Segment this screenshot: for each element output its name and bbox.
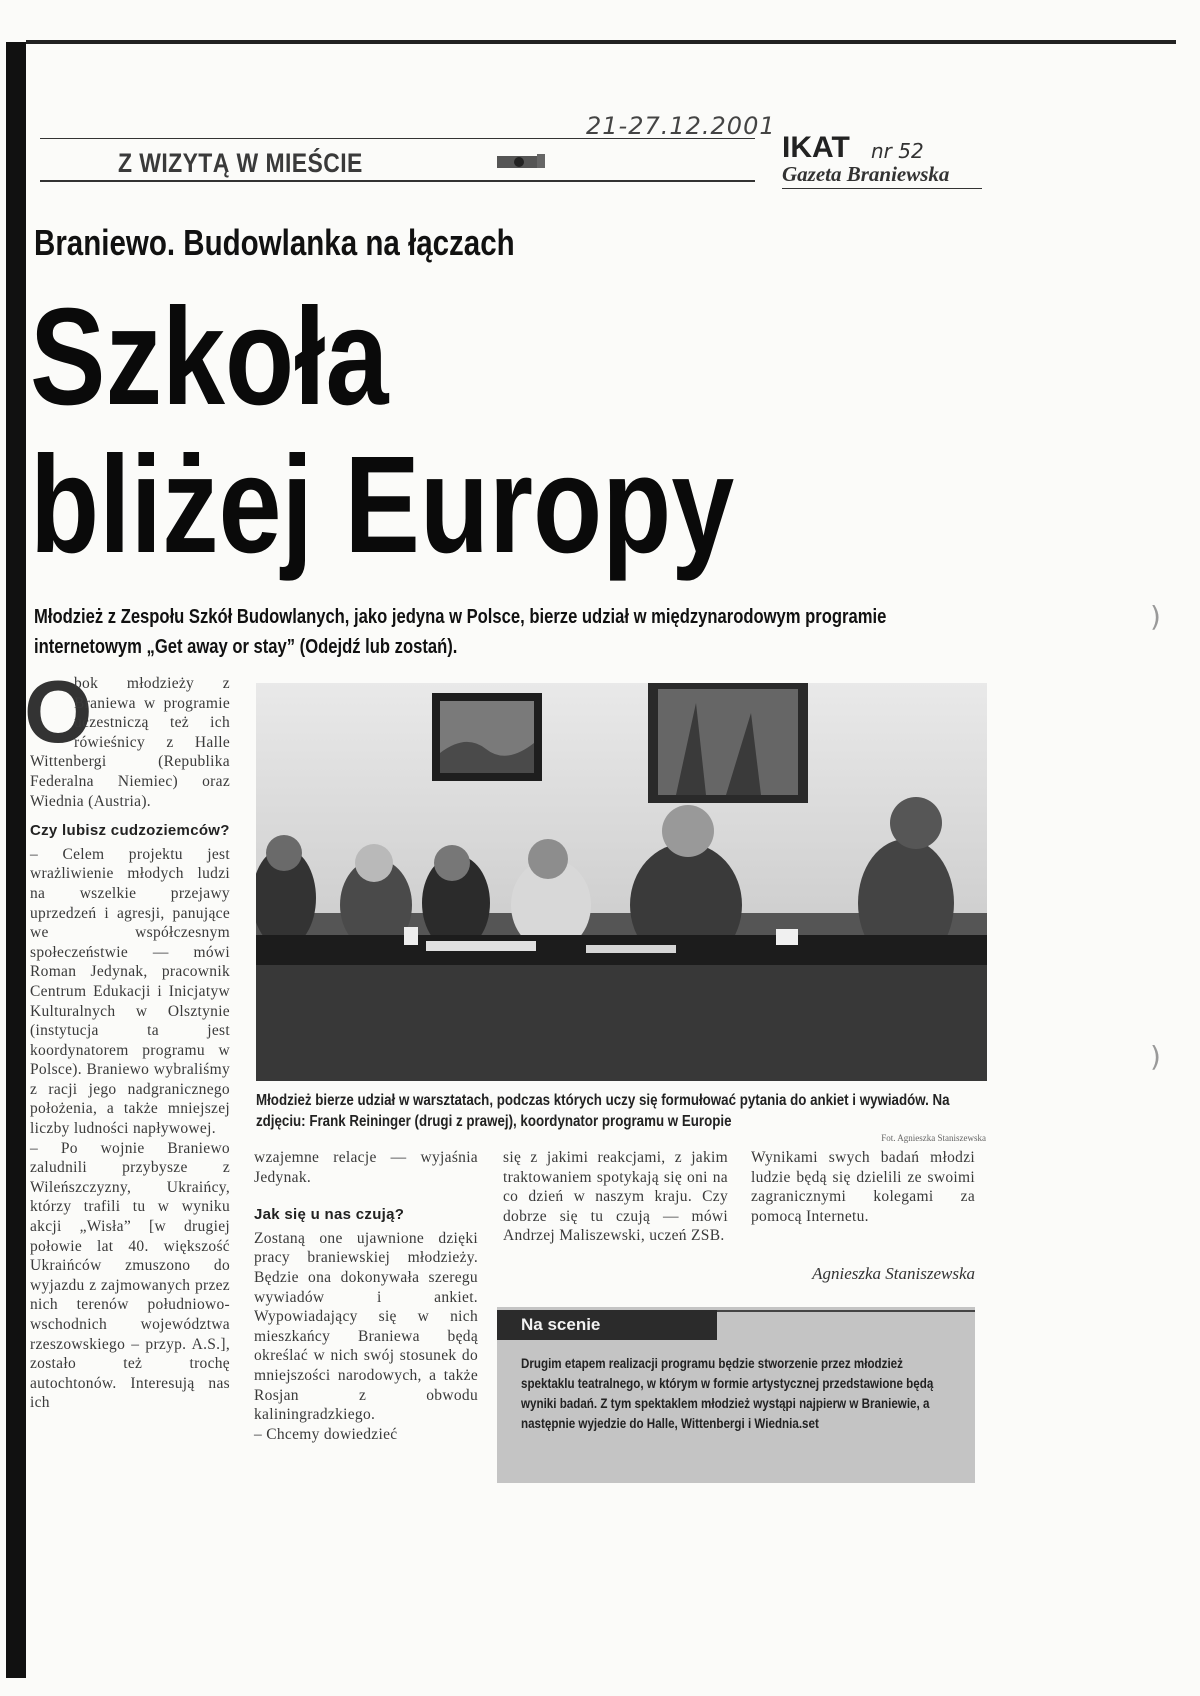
gazette-rule	[782, 188, 982, 189]
article-photo	[256, 683, 987, 1081]
photo-credit: Fot. Agnieszka Staniszewska	[881, 1133, 986, 1143]
article-lead: Młodzież z Zespołu Szkół Budowlanych, jako jedyna w Polsce, bierze udział w międzynarodowym programie internetowym „Get away or stay” (Odejdź lub zostań).	[34, 606, 887, 658]
header-bottom-rule	[40, 180, 755, 182]
camera-icon	[495, 152, 547, 170]
subhead-how-they-feel: Jak się u nas czują?	[254, 1206, 405, 1224]
info-box-text: Drugim etapem realizacji programu będzie stworzenie przez młodzież spektaklu teatralnego, w którym w formie artystycznej przedstawione będą wyniki badań. Z tym spektaklem młodzież wystąpi najpierw w Braniewie, a następnie wyjedzie do Halle, Wittenbergi i Wiednia.set	[521, 1356, 934, 1431]
col4-body: Wynikami swych badań młodzi ludzie będą się dzielili ze swoimi zagranicznymi kolegami za pomocą Internetu.	[751, 1149, 975, 1225]
handwritten-date: 21-27.12.2001	[586, 112, 776, 140]
info-box-title: Na scenie	[497, 1310, 717, 1340]
col3-body: się z jakimi reakcjami, z jakim traktowaniem spotykają się oni na co dzień w naszym kraju. Czy dobrze się tu czują — mówi Andrzej Maliszewski, uczeń ZSB.	[503, 1149, 728, 1245]
section-title: Z WIZYTĄ W MIEŚCIE	[118, 148, 363, 178]
info-box-top-rule	[717, 1310, 975, 1312]
scan-top-edge	[26, 40, 1176, 44]
gazette-name: Gazeta Braniewska	[782, 162, 950, 186]
margin-mark-right-lower: )	[1150, 1040, 1161, 1073]
publication-logo: IKAT	[782, 131, 850, 164]
col1-body-2: – Po wojnie Braniewo zaludnili przybysze z Wileńszczyzny, Ukraińcy, którzy trafili tu w wyniku akcji „Wisła” [w drugiej połowie lat 40. większość Ukraińców zmuszono do wyjazdu z zajmowanych przez nich terenów południowo-wschodnich województwa rzeszowskiego – przyp. A.S.], zostało też trochę autochtonów. Interesują nas ich	[30, 1139, 230, 1412]
margin-mark-right: )	[1150, 600, 1161, 633]
col1-intro: bok młodzieży z Braniewa w programie uczestniczą też ich rówieśnicy z Halle Wittenbergi (Republika Federalna Niemiec) oraz Wiednia (Austria).	[30, 675, 230, 810]
col1-body: – Celem projektu jest wrażliwienie młodych ludzi na wszelkie przejawy uprzedzeń i agresji, panujące we współczesnym społeczeństwie — mówi Roman Jedynak, pracownik Centrum Edukacji i Inicjatyw Kulturalnych w Olsztynie (instytucja ta jest koordynatorem programu w Polsce). Braniewo wybraliśmy z racji jego nadgranicznego położenia, a także mniejszej liczby ludności napływowej.	[30, 845, 230, 1138]
headline-line-2: bliżej Europy	[30, 428, 735, 582]
subhead-foreigners: Czy lubisz cudzoziemców?	[30, 822, 230, 840]
article-kicker: Braniewo. Budowlanka na łączach	[34, 222, 515, 263]
col2-top: wzajemne relacje — wyjaśnia Jedynak.	[254, 1149, 478, 1186]
column-4	[751, 1148, 975, 1226]
dropcap: O	[24, 662, 93, 761]
column-2	[254, 1148, 478, 1444]
scan-edge-bar	[6, 42, 26, 1678]
photo-caption: Młodzież bierze udział w warsztatach, podczas których uczy się formułować pytania do ankiet i wywiadów. Na zdjęciu: Frank Reininger (drugi z prawej), koordynator programu w Europie	[256, 1092, 950, 1130]
column-1	[24, 662, 230, 1413]
col2-body: Zostaną one ujawnione dzięki pracy braniewskiej młodzieży. Będzie ona dokonywała szeregu wywiadów i ankiet. Wypowiadający się w nich mieszkańcy Braniewa będą określać w nich swój stosunek do mniejszości narodowych, a także Rosjan z obwodu kaliningradzkiego.	[254, 1229, 478, 1424]
headline-line-1: Szkoła	[30, 280, 389, 434]
issue-number-handwritten: nr 52	[871, 139, 924, 163]
col2-body-2: – Chcemy dowiedzieć	[254, 1425, 398, 1443]
author-signature: Agnieszka Staniszewska	[812, 1264, 975, 1283]
column-3	[503, 1148, 728, 1246]
